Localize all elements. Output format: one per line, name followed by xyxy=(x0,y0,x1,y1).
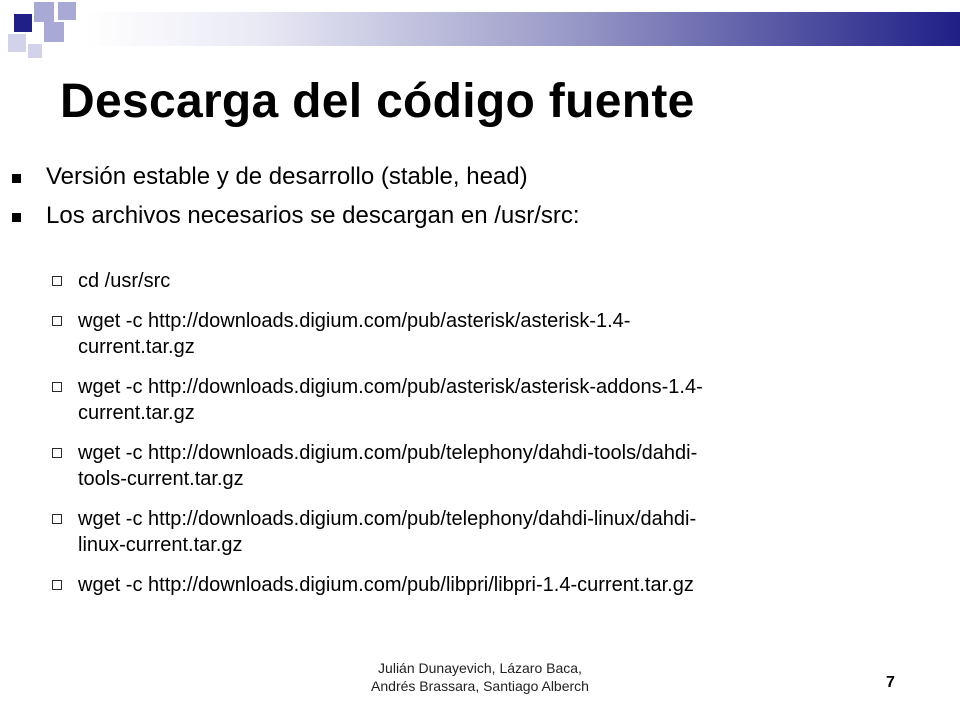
command-text-continuation: current.tar.gz xyxy=(78,336,195,358)
command-item xyxy=(52,268,932,294)
command-text: wget -c http://downloads.digium.com/pub/libpri/libpri-1.4-current.tar.gz xyxy=(78,574,694,596)
square-bullet-icon xyxy=(12,213,21,222)
decor-square-lavender xyxy=(58,2,76,20)
command-text: wget -c http://downloads.digium.com/pub/asterisk/asterisk-1.4- xyxy=(78,310,631,332)
command-item xyxy=(52,440,932,492)
command-text-continuation: current.tar.gz xyxy=(78,402,195,424)
command-text: cd /usr/src xyxy=(78,270,171,292)
command-text: wget -c http://downloads.digium.com/pub/telephony/dahdi-linux/dahdi- xyxy=(78,508,697,530)
header-gradient-bar xyxy=(86,12,960,46)
decor-square-navy xyxy=(14,14,32,32)
decor-square-pale xyxy=(8,34,26,52)
bullet-item xyxy=(12,202,942,230)
page-number: 7 xyxy=(886,674,895,691)
command-item xyxy=(52,572,932,598)
hollow-square-bullet-icon xyxy=(52,580,62,590)
footer-authors-line2: Andrés Brassara, Santiago Alberch xyxy=(371,678,589,694)
command-text: wget -c http://downloads.digium.com/pub/telephony/dahdi-tools/dahdi- xyxy=(78,442,698,464)
hollow-square-bullet-icon xyxy=(52,514,62,524)
hollow-square-bullet-icon xyxy=(52,276,62,286)
command-item xyxy=(52,506,932,558)
hollow-square-bullet-icon xyxy=(52,382,62,392)
command-text-continuation: linux-current.tar.gz xyxy=(78,534,243,556)
decor-square-pale xyxy=(28,44,42,58)
slide-title: Descarga del código fuente xyxy=(60,75,695,128)
decor-square-lavender xyxy=(34,2,54,22)
hollow-square-bullet-icon xyxy=(52,448,62,458)
bullet-item xyxy=(12,163,942,191)
footer-authors-line1: Julián Dunayevich, Lázaro Baca, xyxy=(378,660,582,676)
command-item xyxy=(52,374,932,426)
bullet-text: Los archivos necesarios se descargan en /usr/src: xyxy=(46,202,580,229)
command-item xyxy=(52,308,932,360)
main-bullet-list xyxy=(12,163,942,241)
command-list xyxy=(52,268,932,612)
hollow-square-bullet-icon xyxy=(52,316,62,326)
command-text-continuation: tools-current.tar.gz xyxy=(78,468,244,490)
bullet-text: Versión estable y de desarrollo (stable, head) xyxy=(46,163,528,190)
square-bullet-icon xyxy=(12,174,21,183)
command-text: wget -c http://downloads.digium.com/pub/asterisk/asterisk-addons-1.4- xyxy=(78,376,703,398)
footer-authors xyxy=(330,659,630,695)
decor-square-lavender xyxy=(44,22,64,42)
